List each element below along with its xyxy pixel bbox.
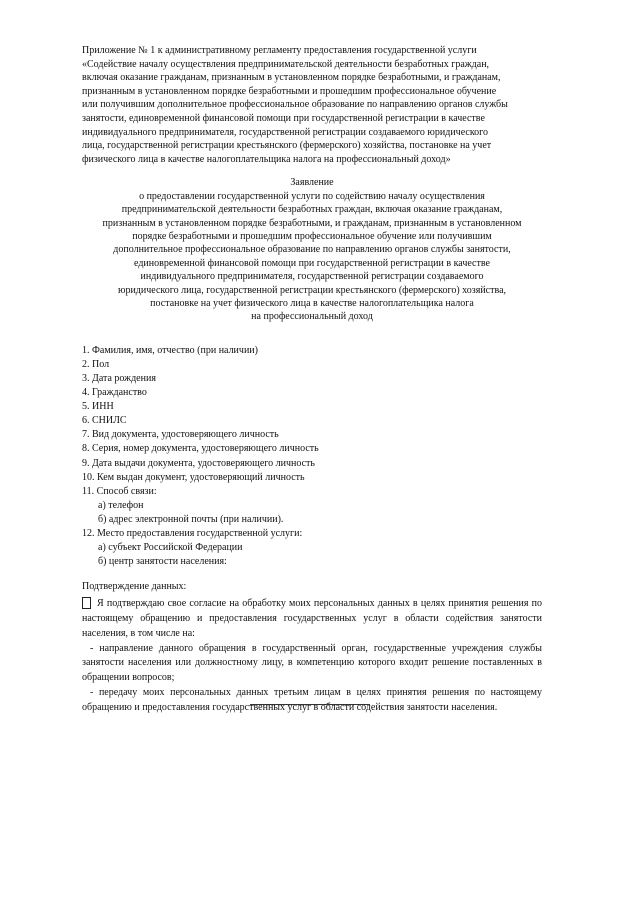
field-sex: 2. Пол xyxy=(82,358,110,370)
consent-paragraph xyxy=(82,597,542,641)
field-citizenship: 4. Гражданство xyxy=(82,387,147,399)
appendix-line: или получившим дополнительное профессиональное образование по направлению органов службы xyxy=(82,99,508,111)
statement-line: порядке безработными и прошедшим профессиональное обучение или получившим xyxy=(132,230,492,242)
statement-line: постановке на учет физического лица в качестве налогоплательщика налога xyxy=(150,298,474,309)
field-birth-date: 3. Дата рождения xyxy=(82,373,156,384)
field-snils: 6. СНИЛС xyxy=(82,415,127,427)
field-federal-subject: а) субъект Российской Федерации xyxy=(98,542,243,554)
appendix-line: физического лица в качестве налогоплательщика налога на профессиональный доход» xyxy=(82,153,451,165)
signature-line xyxy=(250,704,370,705)
field-contact-method: 11. Способ связи: xyxy=(82,485,157,497)
document-body xyxy=(82,44,542,715)
appendix-line: включая оказание гражданам, признанным в установленном порядке безработными, и гражданам, xyxy=(82,72,501,84)
confirmation-section xyxy=(82,580,542,715)
appendix-line: занятости, единовременной финансовой помощи при государственной регистрации в качестве xyxy=(82,112,485,124)
consent-bullet-transfer-authority: - направление данного обращения в государственный орган, государственные учреждения службы занятости населения или должностному лицу, в компетенцию которого входит решение поставленных в обращении вопросов; xyxy=(82,642,542,684)
field-inn: 5. ИНН xyxy=(82,401,114,413)
application-fields xyxy=(82,344,542,570)
confirmation-title: Подтверждение данных: xyxy=(82,581,187,593)
field-id-doc-date: 9. Дата выдачи документа, удостоверяющего личность xyxy=(82,457,315,469)
statement-heading: Заявление xyxy=(290,177,334,189)
field-id-doc-type: 7. Вид документа, удостоверяющего личность xyxy=(82,429,279,441)
statement-line: о предоставлении государственной услуги по содействию началу осуществления xyxy=(139,190,485,202)
field-service-location: 12. Место предоставления государственной услуги: xyxy=(82,528,303,540)
appendix-line: «Содействие началу осуществления предпринимательской деятельности безработных граждан, xyxy=(82,58,490,70)
appendix-line: лица, государственной регистрации крестьянского (фермерского) хозяйства, постановке на учет xyxy=(82,140,492,152)
appendix-header xyxy=(82,44,542,166)
statement-line: на профессиональный доход xyxy=(251,311,373,323)
consent-checkbox[interactable] xyxy=(82,597,91,609)
appendix-line: признанным в установленном порядке безработными и прошедшим профессиональное обучение xyxy=(82,85,497,97)
field-id-doc-number: 8. Серия, номер документа, удостоверяющего личность xyxy=(82,443,319,455)
appendix-line: индивидуального предпринимателя, государственной регистрации создаваемого юридического xyxy=(82,126,489,138)
field-full-name: 1. Фамилия, имя, отчество (при наличии) xyxy=(82,344,258,356)
field-id-doc-issuer: 10. Кем выдан документ, удостоверяющий личность xyxy=(82,471,305,483)
field-phone: а) телефон xyxy=(98,499,144,511)
statement-line: дополнительное профессиональное образование по направлению органов службы занятости, xyxy=(113,244,511,256)
statement-line: индивидуального предпринимателя, государственной регистрации создаваемого xyxy=(140,271,484,283)
statement-line: единовременной финансовой помощи при государственной регистрации в качестве xyxy=(134,257,490,269)
field-employment-center: б) центр занятости населения: xyxy=(98,556,227,568)
appendix-line: Приложение № 1 к административному регламенту предоставления государственной услуги xyxy=(82,45,477,56)
statement-title-block xyxy=(82,176,542,323)
consent-bullet-third-parties: - передачу моих персональных данных третьим лицам в целях принятия решения по настоящему обращению и предоставления государственных услуг в области содействия занятости населения. xyxy=(82,686,542,713)
statement-line: юридического лица, государственной регистрации крестьянского (фермерского) хозяйства, xyxy=(117,284,507,296)
statement-line: предпринимательской деятельности безработных граждан, включая оказание гражданам, xyxy=(121,204,503,216)
field-email: б) адрес электронной почты (при наличии). xyxy=(98,513,284,525)
consent-text: Я подтверждаю свое согласие на обработку моих персональных данных в целях принятия решения по настоящему обращению и предоставления государственных услуг в области содействия занятости населения, в том числе на: xyxy=(82,598,542,639)
statement-line: признанным в установленном порядке безработными, и гражданам, признанным в установленном xyxy=(102,217,522,229)
